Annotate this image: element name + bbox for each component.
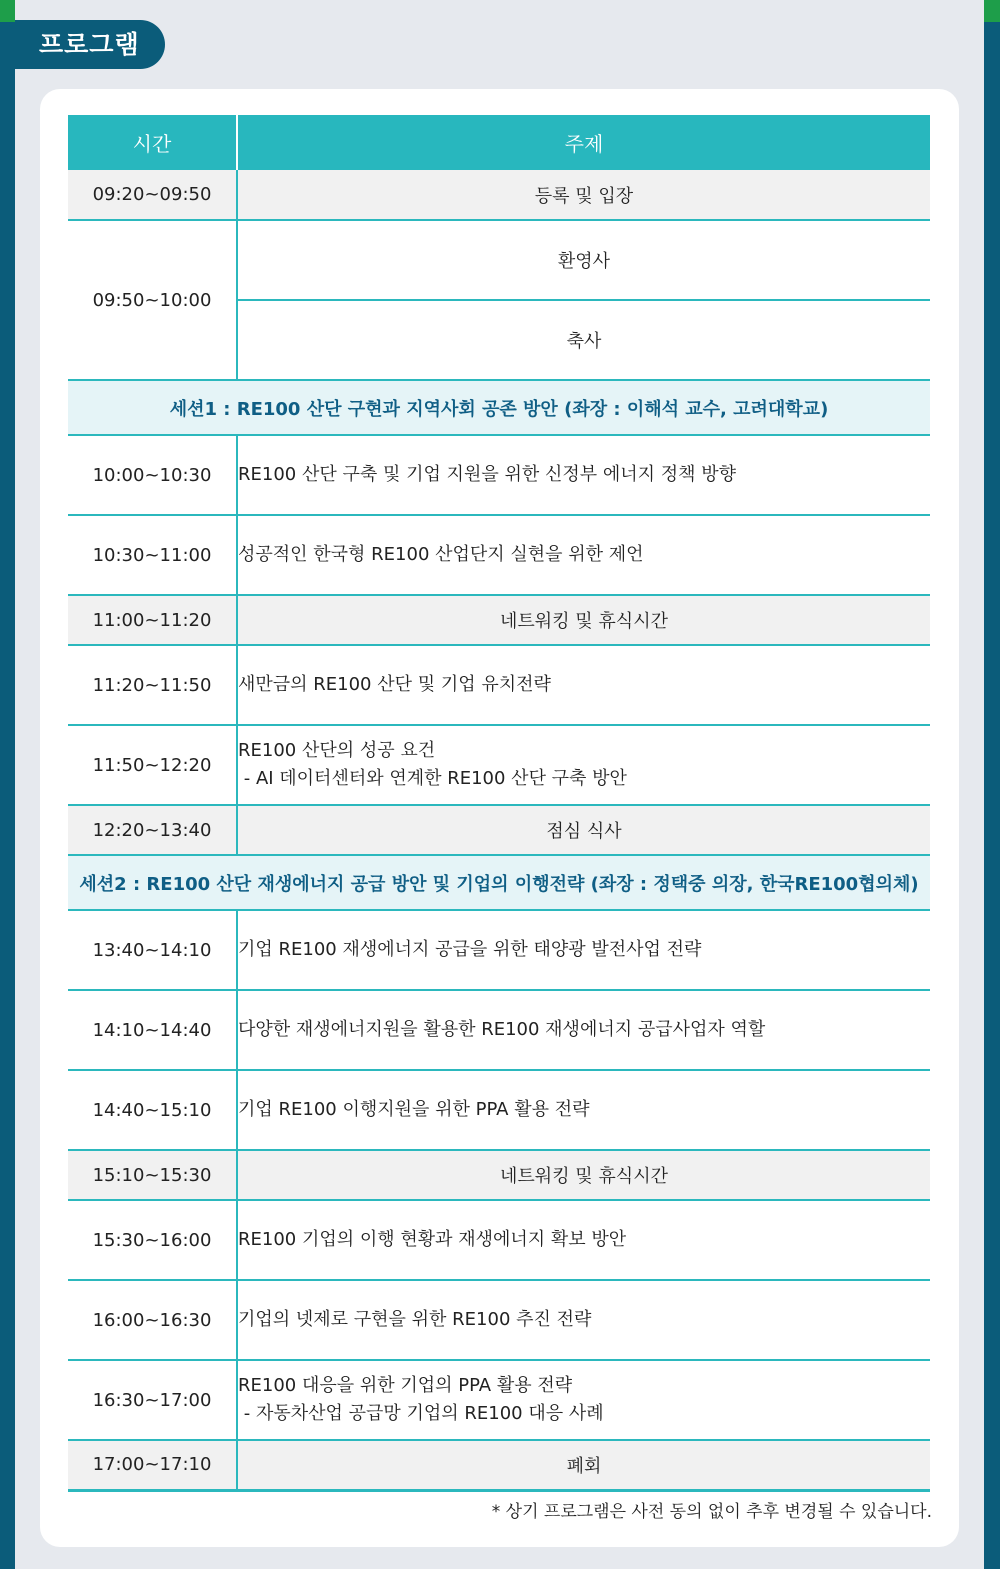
row-time: 17:00~17:10 <box>68 1440 237 1490</box>
row-topic: 기업 RE100 이행지원을 위한 PPA 활용 전략 <box>237 1070 930 1150</box>
row-time: 16:30~17:00 <box>68 1360 237 1440</box>
header-time: 시간 <box>68 115 237 170</box>
table-row <box>68 1150 930 1200</box>
row-topic <box>237 1360 930 1440</box>
table-row <box>68 220 930 300</box>
topic-main: RE100 산단의 성공 요건 <box>238 740 436 761</box>
row-time: 10:00~10:30 <box>68 435 237 515</box>
row-time: 09:50~10:00 <box>68 220 237 380</box>
row-time: 13:40~14:10 <box>68 910 237 990</box>
row-topic: 성공적인 한국형 RE100 산업단지 실현을 위한 제언 <box>237 515 930 595</box>
topic-main: RE100 대응을 위한 기업의 PPA 활용 전략 <box>238 1375 573 1396</box>
row-time: 12:20~13:40 <box>68 805 237 855</box>
table-row <box>68 1440 930 1490</box>
session-title: 세션2 : RE100 산단 재생에너지 공급 방안 및 기업의 이행전략 (좌장 : 정택중 의장, 한국RE100협의체) <box>68 855 930 910</box>
row-topic: 네트워킹 및 휴식시간 <box>237 595 930 645</box>
table-row <box>68 595 930 645</box>
table-row <box>68 1200 930 1280</box>
row-time: 14:10~14:40 <box>68 990 237 1070</box>
program-tab-title: 프로그램 <box>15 20 165 69</box>
table-row <box>68 1280 930 1360</box>
row-time: 10:30~11:00 <box>68 515 237 595</box>
table-row <box>68 645 930 725</box>
row-time: 11:20~11:50 <box>68 645 237 725</box>
row-time: 15:30~16:00 <box>68 1200 237 1280</box>
row-time: 15:10~15:30 <box>68 1150 237 1200</box>
row-topic: 환영사 <box>237 220 930 300</box>
row-topic: 기업 RE100 재생에너지 공급을 위한 태양광 발전사업 전략 <box>237 910 930 990</box>
row-topic <box>237 725 930 805</box>
table-row <box>68 515 930 595</box>
row-topic: 새만금의 RE100 산단 및 기업 유치전략 <box>237 645 930 725</box>
session-title: 세션1 : RE100 산단 구현과 지역사회 공존 방안 (좌장 : 이해석 교수, 고려대학교) <box>68 380 930 435</box>
row-topic: 기업의 넷제로 구현을 위한 RE100 추진 전략 <box>237 1280 930 1360</box>
row-topic: 네트워킹 및 휴식시간 <box>237 1150 930 1200</box>
row-topic: 폐회 <box>237 1440 930 1490</box>
footnote: * 상기 프로그램은 사전 동의 없이 추후 변경될 수 있습니다. <box>491 1502 932 1522</box>
table-row <box>68 990 930 1070</box>
row-time: 11:50~12:20 <box>68 725 237 805</box>
topic-sub: - AI 데이터센터와 연계한 RE100 산단 구축 방안 <box>238 768 627 789</box>
session-row <box>68 855 930 910</box>
row-topic: 축사 <box>237 300 930 380</box>
row-time: 11:00~11:20 <box>68 595 237 645</box>
table-row <box>68 1070 930 1150</box>
row-topic: RE100 산단 구축 및 기업 지원을 위한 신정부 에너지 정책 방향 <box>237 435 930 515</box>
table-row <box>68 725 930 805</box>
table-row <box>68 170 930 220</box>
table-row <box>68 805 930 855</box>
table-header-row <box>68 115 930 170</box>
table-row <box>68 435 930 515</box>
topic-sub: - 자동차산업 공급망 기업의 RE100 대응 사례 <box>238 1403 604 1424</box>
header-topic: 주제 <box>237 115 930 170</box>
left-accent-bar <box>0 0 15 1569</box>
right-accent-bar <box>984 0 1000 1569</box>
row-topic: 다양한 재생에너지원을 활용한 RE100 재생에너지 공급사업자 역할 <box>237 990 930 1070</box>
row-time: 16:00~16:30 <box>68 1280 237 1360</box>
row-topic: RE100 기업의 이행 현황과 재생에너지 확보 방안 <box>237 1200 930 1280</box>
row-time: 14:40~15:10 <box>68 1070 237 1150</box>
row-topic: 등록 및 입장 <box>237 170 930 220</box>
program-schedule-table <box>68 115 930 1492</box>
table-row <box>68 1360 930 1440</box>
row-topic: 점심 식사 <box>237 805 930 855</box>
table-row <box>68 910 930 990</box>
session-row <box>68 380 930 435</box>
row-time: 09:20~09:50 <box>68 170 237 220</box>
